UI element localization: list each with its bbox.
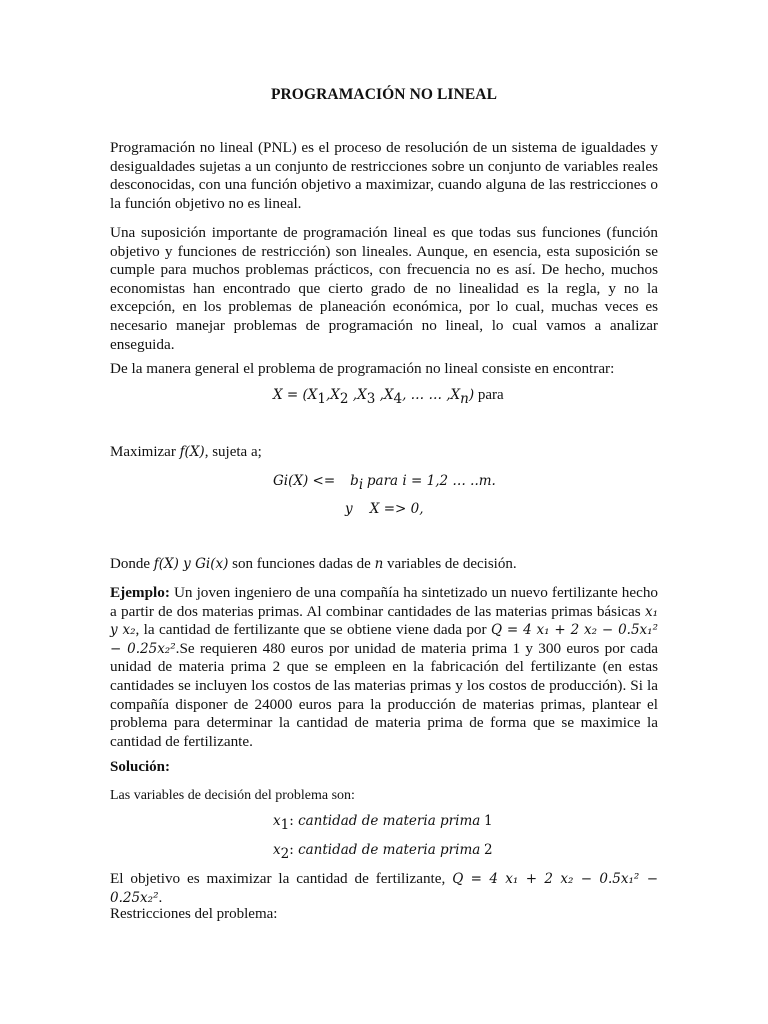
restrictions-label: Restricciones del problema:	[110, 906, 278, 922]
nonnegativity-line: y X => 0,	[345, 501, 424, 517]
decision-var-2: $x_2$: cantidad de materia prima 2	[273, 842, 493, 862]
solution-label: Solución:	[110, 759, 171, 775]
donde-line: Donde f(X) y Gi(x) son funciones dadas de n variables de decisión.	[110, 556, 517, 572]
objective-paragraph: El objetivo es maximizar la cantidad de fertilizante, Q = 4 x₁ + 2 x₂ − 0.5x₁² − 0.25x₂².	[110, 870, 659, 906]
objective-formula: Q = 4 x₁ + 2 x₂ − 0.5x₁² − 0.25x₂²	[110, 871, 659, 906]
example-formula: Q = 4 x₁ + 2 x₂ − 0.5x₁² − 0.25x₂²	[110, 622, 658, 657]
decision-vars-intro: Las variables de decisión del problema son:	[110, 788, 355, 803]
equation-x-vector: $X = (X_1,X_2$ $,X_3$ $,X_4$, … … $,X_n$) para	[273, 387, 504, 407]
example-vars: x₁ y x₂	[110, 603, 658, 639]
example-label: Ejemplo:	[110, 584, 170, 601]
paragraph-example: Ejemplo: Un joven ingeniero de una compañía ha sintetizado un nuevo fertilizante hecho a partir de dos materias primas. Al combinar cantidades de las materias primas básicas x₁ y x₂, la cantidad de fertilizante que se obtiene viene dada por Q = 4 x₁ + 2 x₂ − 0.5x₁² − 0.25x₂².Se requieren 480 euros por unidad de materia prima 1 y 300 euros por cada unidad de materia prima 2 que se empleen en la fabricación del fertilizante (en estas cantidades se incluyen los costos de las materias primas y los costos de producción). Si la compañía disponer de 24000 euros para la producción de materias primas, plantear el problema para determinar la cantidad de materia prima de forma que se maximice la cantidad de fertilizante.	[110, 584, 659, 750]
page-title: PROGRAMACIÓN NO LINEAL	[270, 86, 498, 103]
maximize-line: Maximizar f(X), sujeta a;	[110, 444, 262, 460]
decision-var-1: $x_1$: cantidad de materia prima 1	[273, 813, 493, 833]
paragraph-general: De la manera general el problema de programación no lineal consiste en encontrar:	[110, 360, 615, 377]
equation-para-word: para	[477, 387, 504, 403]
constraint-line: Gi(X) <= $b_i$ para i = 1,2 … ..m.	[273, 473, 496, 493]
paragraph-supposition: Una suposición importante de programación lineal es que todas sus funciones (función objetivo y funciones de restricción) son lineales. Aunque, en esencia, esta suposición se cumple para muchos problemas prácticos, con frecuencia no es así. De hecho, muchos economistas han encontrado que cierto grado de no linealidad es la regla, y no la excepción, en los problemas de planeación económica, por lo cual, muchas veces es necesario manejar problemas de programación no lineal, lo cual vamos a analizar enseguida.	[110, 224, 658, 353]
paragraph-intro: Programación no lineal (PNL) es el proceso de resolución de un sistema de igualdades y desigualdades sujetas a un conjunto de restricciones sobre un conjunto de variables reales desconocidas, con una función objetivo a maximizar, cuando alguna de las restricciones o la función objetivo no es lineal.	[110, 139, 658, 212]
